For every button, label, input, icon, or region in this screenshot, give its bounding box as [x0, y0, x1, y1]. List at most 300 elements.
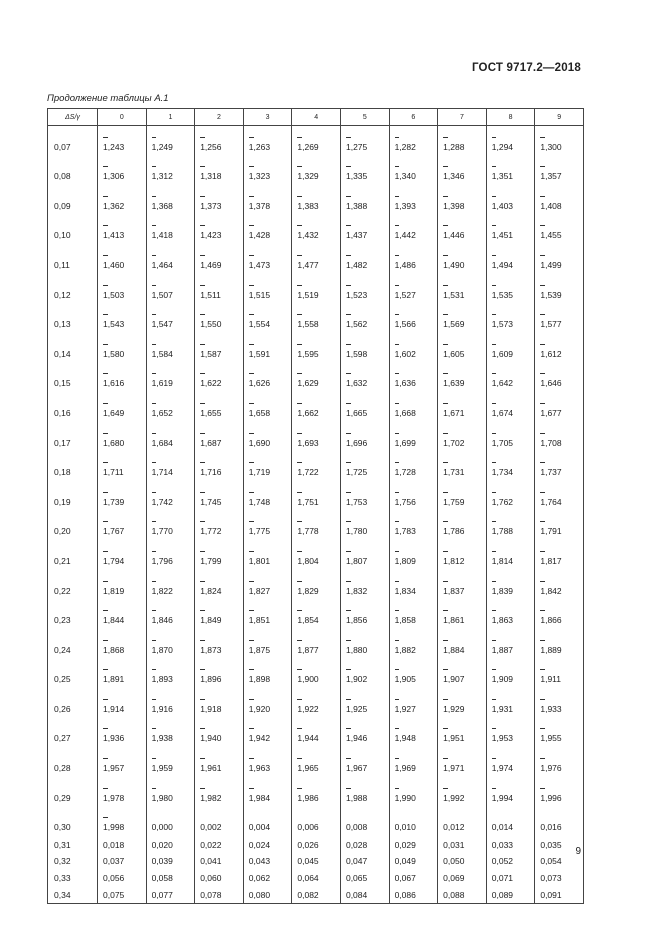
bar-value: 1,282 [394, 141, 416, 152]
bar-value: 1,801 [248, 555, 271, 566]
table-cell [535, 304, 584, 334]
table-cell [535, 392, 584, 422]
value: 0,073 [540, 873, 562, 884]
table-row [48, 452, 584, 482]
table-cell [243, 747, 292, 777]
value: 0,012 [443, 822, 465, 833]
table-cell [438, 688, 487, 718]
table-cell [340, 215, 389, 245]
bar-value: 1,834 [394, 585, 416, 596]
table-cell [389, 452, 438, 482]
table-cell [340, 870, 389, 887]
bar-value: 1,742 [151, 496, 173, 507]
value: 0,029 [394, 839, 416, 850]
bar-value: 1,605 [443, 348, 465, 359]
table-row [48, 363, 584, 393]
bar-value: 1,580 [103, 348, 125, 359]
bar-value: 1,976 [540, 763, 562, 774]
row-label: 0,07 [48, 126, 98, 156]
table-cell [438, 422, 487, 452]
bar-value: 1,734 [491, 467, 514, 478]
column-header-6: 6 [389, 109, 438, 126]
bar-value: 1,799 [200, 555, 222, 566]
bar-value: 1,708 [540, 437, 562, 448]
table-cell [292, 511, 341, 541]
bar-value: 1,598 [345, 348, 368, 359]
table-cell [292, 853, 341, 870]
table-cell [243, 600, 292, 630]
table-cell [389, 215, 438, 245]
bar-value: 1,306 [103, 171, 125, 182]
table-cell [146, 887, 195, 904]
table-cell [292, 659, 341, 689]
bar-value: 1,870 [151, 644, 173, 655]
table-cell [340, 185, 389, 215]
table-cell [535, 870, 584, 887]
table-cell [98, 481, 147, 511]
table-cell [438, 540, 487, 570]
table-cell [292, 481, 341, 511]
table-cell [98, 836, 147, 853]
row-label: 0,24 [48, 629, 98, 659]
bar-value: 1,294 [491, 141, 514, 152]
bar-value: 1,711 [103, 467, 124, 478]
value: 0,086 [394, 890, 416, 901]
table-cell [389, 747, 438, 777]
table-cell [486, 887, 535, 904]
bar-value: 1,383 [297, 200, 319, 211]
bar-value: 1,877 [297, 644, 319, 655]
bar-value: 1,762 [491, 496, 514, 507]
table-cell [340, 777, 389, 807]
table-cell [98, 185, 147, 215]
table-cell [98, 274, 147, 304]
table-cell [292, 274, 341, 304]
table-cell [438, 629, 487, 659]
bar-value: 1,982 [200, 792, 222, 803]
table-cell [389, 570, 438, 600]
bar-value: 1,856 [345, 615, 368, 626]
table-cell [486, 807, 535, 837]
value: 0,018 [103, 839, 125, 850]
bar-value: 1,957 [103, 763, 125, 774]
bar-value: 1,980 [151, 792, 173, 803]
value: 0,006 [297, 822, 319, 833]
table-cell [98, 688, 147, 718]
bar-value: 1,482 [345, 259, 368, 270]
bar-value: 1,357 [540, 171, 562, 182]
table-row [48, 570, 584, 600]
table-cell [243, 836, 292, 853]
table-cell [98, 452, 147, 482]
table-cell [389, 185, 438, 215]
table-cell [98, 156, 147, 186]
table-row [48, 481, 584, 511]
table-cell [340, 836, 389, 853]
value: 0,088 [443, 890, 465, 901]
bar-value: 1,543 [103, 319, 125, 330]
table-cell [438, 870, 487, 887]
bar-value: 1,900 [297, 674, 319, 685]
table-cell [243, 853, 292, 870]
bar-value: 1,515 [248, 289, 271, 300]
value: 0,065 [345, 873, 368, 884]
table-cell [195, 777, 244, 807]
bar-value: 1,642 [491, 378, 514, 389]
bar-value: 1,531 [443, 289, 465, 300]
bar-value: 1,725 [345, 467, 368, 478]
table-cell [389, 304, 438, 334]
table-cell [195, 304, 244, 334]
bar-value: 1,671 [443, 407, 465, 418]
table-body [48, 126, 584, 904]
table-cell [292, 629, 341, 659]
bar-value: 1,951 [443, 733, 465, 744]
table-cell [195, 600, 244, 630]
table-cell [340, 333, 389, 363]
table-cell [486, 600, 535, 630]
table-row [48, 540, 584, 570]
table-cell [486, 836, 535, 853]
table-cell [340, 853, 389, 870]
table-cell [535, 481, 584, 511]
page-number: 9 [575, 846, 581, 857]
bar-value: 1,988 [345, 792, 368, 803]
table-cell [243, 511, 292, 541]
bar-value: 1,767 [103, 526, 125, 537]
bar-value: 1,612 [540, 348, 562, 359]
bar-value: 1,863 [491, 615, 514, 626]
row-label: 0,26 [48, 688, 98, 718]
value: 0,062 [248, 873, 271, 884]
bar-value: 1,992 [443, 792, 465, 803]
bar-value: 1,535 [491, 289, 514, 300]
bar-value: 1,629 [297, 378, 319, 389]
table-cell [486, 747, 535, 777]
bar-value: 1,794 [103, 555, 125, 566]
bar-value: 1,527 [394, 289, 416, 300]
value: 0,008 [345, 822, 368, 833]
bar-value: 1,554 [248, 319, 271, 330]
bar-value: 1,984 [248, 792, 271, 803]
bar-value: 1,469 [200, 259, 222, 270]
value: 0,014 [491, 822, 514, 833]
bar-value: 1,896 [200, 674, 222, 685]
bar-value: 1,503 [103, 289, 125, 300]
bar-value: 1,807 [345, 555, 368, 566]
table-cell [486, 452, 535, 482]
table-cell [98, 540, 147, 570]
table-cell [292, 777, 341, 807]
bar-value: 1,839 [491, 585, 514, 596]
row-label: 0,29 [48, 777, 98, 807]
table-cell [340, 570, 389, 600]
bar-value: 1,362 [103, 200, 125, 211]
bar-value: 1,772 [200, 526, 222, 537]
table-cell [195, 215, 244, 245]
bar-value: 1,824 [200, 585, 222, 596]
table-cell [243, 777, 292, 807]
table-cell [243, 185, 292, 215]
table-cell [340, 540, 389, 570]
bar-value: 1,587 [200, 348, 222, 359]
table-cell [340, 688, 389, 718]
table-cell [195, 481, 244, 511]
bar-value: 1,931 [491, 703, 514, 714]
bar-value: 1,858 [394, 615, 416, 626]
row-label: 0,17 [48, 422, 98, 452]
bar-value: 1,819 [103, 585, 125, 596]
table-cell [389, 836, 438, 853]
bar-value: 1,388 [345, 200, 368, 211]
table-row [48, 274, 584, 304]
table-row [48, 156, 584, 186]
value: 0,078 [200, 890, 222, 901]
table-cell [340, 126, 389, 156]
row-label: 0,32 [48, 853, 98, 870]
bar-value: 1,909 [491, 674, 514, 685]
bar-value: 1,914 [103, 703, 125, 714]
table-cell [146, 570, 195, 600]
table-cell [340, 600, 389, 630]
document-code: ГОСТ 9717.2—2018 [471, 62, 581, 74]
table-cell [243, 156, 292, 186]
bar-value: 1,751 [297, 496, 319, 507]
bar-value: 1,955 [540, 733, 562, 744]
bar-value: 1,844 [103, 615, 125, 626]
table-row [48, 836, 584, 853]
table-cell [438, 126, 487, 156]
bar-value: 1,796 [151, 555, 173, 566]
bar-value: 1,558 [297, 319, 319, 330]
bar-value: 1,275 [345, 141, 368, 152]
table-row [48, 215, 584, 245]
table-cell [146, 363, 195, 393]
value: 0,041 [200, 856, 222, 867]
table-cell [535, 887, 584, 904]
bar-value: 1,432 [297, 230, 319, 241]
table-cell [243, 126, 292, 156]
bar-value: 1,632 [345, 378, 368, 389]
table-cell [98, 777, 147, 807]
bar-value: 1,335 [345, 171, 368, 182]
value: 0,045 [297, 856, 319, 867]
bar-value: 1,577 [540, 319, 562, 330]
bar-value: 1,922 [297, 703, 319, 714]
bar-value: 1,446 [443, 230, 465, 241]
table-cell [195, 156, 244, 186]
bar-value: 1,490 [443, 259, 465, 270]
table-cell [340, 452, 389, 482]
bar-value: 1,963 [248, 763, 271, 774]
bar-value: 1,875 [248, 644, 271, 655]
table-cell [438, 853, 487, 870]
bar-value: 1,898 [248, 674, 271, 685]
table-row [48, 629, 584, 659]
bar-value: 1,786 [443, 526, 465, 537]
table-cell [389, 156, 438, 186]
table-cell [195, 870, 244, 887]
value: 0,050 [443, 856, 465, 867]
bar-value: 1,626 [248, 378, 271, 389]
table-cell [195, 422, 244, 452]
table-cell [98, 363, 147, 393]
bar-value: 1,658 [248, 407, 271, 418]
bar-value: 1,684 [151, 437, 173, 448]
bar-value: 1,851 [248, 615, 271, 626]
table-row [48, 659, 584, 689]
table-cell [195, 718, 244, 748]
bar-value: 1,562 [345, 319, 368, 330]
bar-value: 1,764 [540, 496, 562, 507]
bar-value: 1,519 [297, 289, 319, 300]
table-cell [292, 836, 341, 853]
table-cell [389, 274, 438, 304]
table-row [48, 688, 584, 718]
table-cell [389, 244, 438, 274]
value: 0,037 [103, 856, 125, 867]
bar-value: 1,569 [443, 319, 465, 330]
value: 0,035 [540, 839, 562, 850]
bar-value: 1,925 [345, 703, 368, 714]
bar-value: 1,649 [103, 407, 125, 418]
table-cell [243, 870, 292, 887]
table-cell [98, 600, 147, 630]
table-cell [486, 688, 535, 718]
table-cell [195, 333, 244, 363]
value: 0,060 [200, 873, 222, 884]
table-cell [98, 422, 147, 452]
bar-value: 1,263 [248, 141, 271, 152]
table-cell [243, 304, 292, 334]
bar-value: 1,464 [151, 259, 173, 270]
value: 0,089 [491, 890, 514, 901]
table-cell [486, 126, 535, 156]
table-cell [292, 363, 341, 393]
bar-value: 1,965 [297, 763, 319, 774]
table-cell [195, 629, 244, 659]
table-cell [389, 807, 438, 837]
table-cell [243, 718, 292, 748]
table-cell [292, 718, 341, 748]
bar-value: 1,609 [491, 348, 514, 359]
table-cell [535, 422, 584, 452]
row-label: 0,14 [48, 333, 98, 363]
table-cell [292, 807, 341, 837]
bar-value: 1,373 [200, 200, 222, 211]
bar-value: 1,243 [103, 141, 125, 152]
table-cell [535, 747, 584, 777]
bar-value: 1,791 [540, 526, 562, 537]
table-cell [438, 185, 487, 215]
value: 0,077 [151, 890, 173, 901]
bar-value: 1,451 [491, 230, 514, 241]
table-cell [340, 718, 389, 748]
bar-value: 1,756 [394, 496, 416, 507]
table-cell [243, 659, 292, 689]
bar-value: 1,832 [345, 585, 368, 596]
bar-value: 1,846 [151, 615, 173, 626]
bar-value: 1,996 [540, 792, 562, 803]
bar-value: 1,842 [540, 585, 562, 596]
table-cell [98, 718, 147, 748]
bar-value: 1,550 [200, 319, 222, 330]
table-cell [535, 807, 584, 837]
table-cell [146, 452, 195, 482]
value: 0,080 [248, 890, 271, 901]
table-cell [146, 244, 195, 274]
bar-value: 1,674 [491, 407, 514, 418]
table-cell [146, 511, 195, 541]
value: 0,071 [491, 873, 514, 884]
value: 0,024 [248, 839, 271, 850]
bar-value: 1,916 [151, 703, 173, 714]
table-row [48, 747, 584, 777]
table-cell [98, 244, 147, 274]
bar-value: 1,775 [248, 526, 271, 537]
table-cell [389, 887, 438, 904]
bar-value: 1,340 [394, 171, 416, 182]
table-cell [98, 659, 147, 689]
table-cell [340, 807, 389, 837]
column-header-4: 4 [292, 109, 341, 126]
table-cell [195, 392, 244, 422]
bar-value: 1,699 [394, 437, 416, 448]
bar-value: 1,737 [540, 467, 562, 478]
bar-value: 1,986 [297, 792, 319, 803]
table-cell [486, 570, 535, 600]
table-cell [146, 747, 195, 777]
row-label: 0,30 [48, 807, 98, 837]
table-cell [535, 718, 584, 748]
table-cell [98, 629, 147, 659]
table-cell [389, 688, 438, 718]
table-cell [389, 511, 438, 541]
column-header-1: 1 [146, 109, 195, 126]
table-cell [98, 807, 147, 837]
table-cell [292, 156, 341, 186]
value: 0,075 [103, 890, 125, 901]
table-cell [146, 215, 195, 245]
table-row [48, 718, 584, 748]
table-cell [292, 126, 341, 156]
value: 0,010 [394, 822, 416, 833]
table-cell [438, 156, 487, 186]
bar-value: 1,814 [491, 555, 514, 566]
bar-value: 1,511 [200, 289, 221, 300]
table-cell [438, 452, 487, 482]
table-cell [438, 718, 487, 748]
table-cell [292, 887, 341, 904]
table-cell [146, 777, 195, 807]
table-cell [486, 777, 535, 807]
bar-value: 1,477 [297, 259, 319, 270]
table-cell [486, 392, 535, 422]
bar-value: 1,351 [491, 171, 514, 182]
table-cell [243, 392, 292, 422]
bar-value: 1,622 [200, 378, 222, 389]
bar-value: 1,778 [297, 526, 319, 537]
bar-value: 1,403 [491, 200, 514, 211]
table-cell [292, 570, 341, 600]
table-row [48, 422, 584, 452]
bar-value: 1,398 [443, 200, 465, 211]
table-cell [340, 156, 389, 186]
bar-value: 1,961 [200, 763, 222, 774]
table-cell [535, 244, 584, 274]
bar-value: 1,927 [394, 703, 416, 714]
table-row [48, 333, 584, 363]
